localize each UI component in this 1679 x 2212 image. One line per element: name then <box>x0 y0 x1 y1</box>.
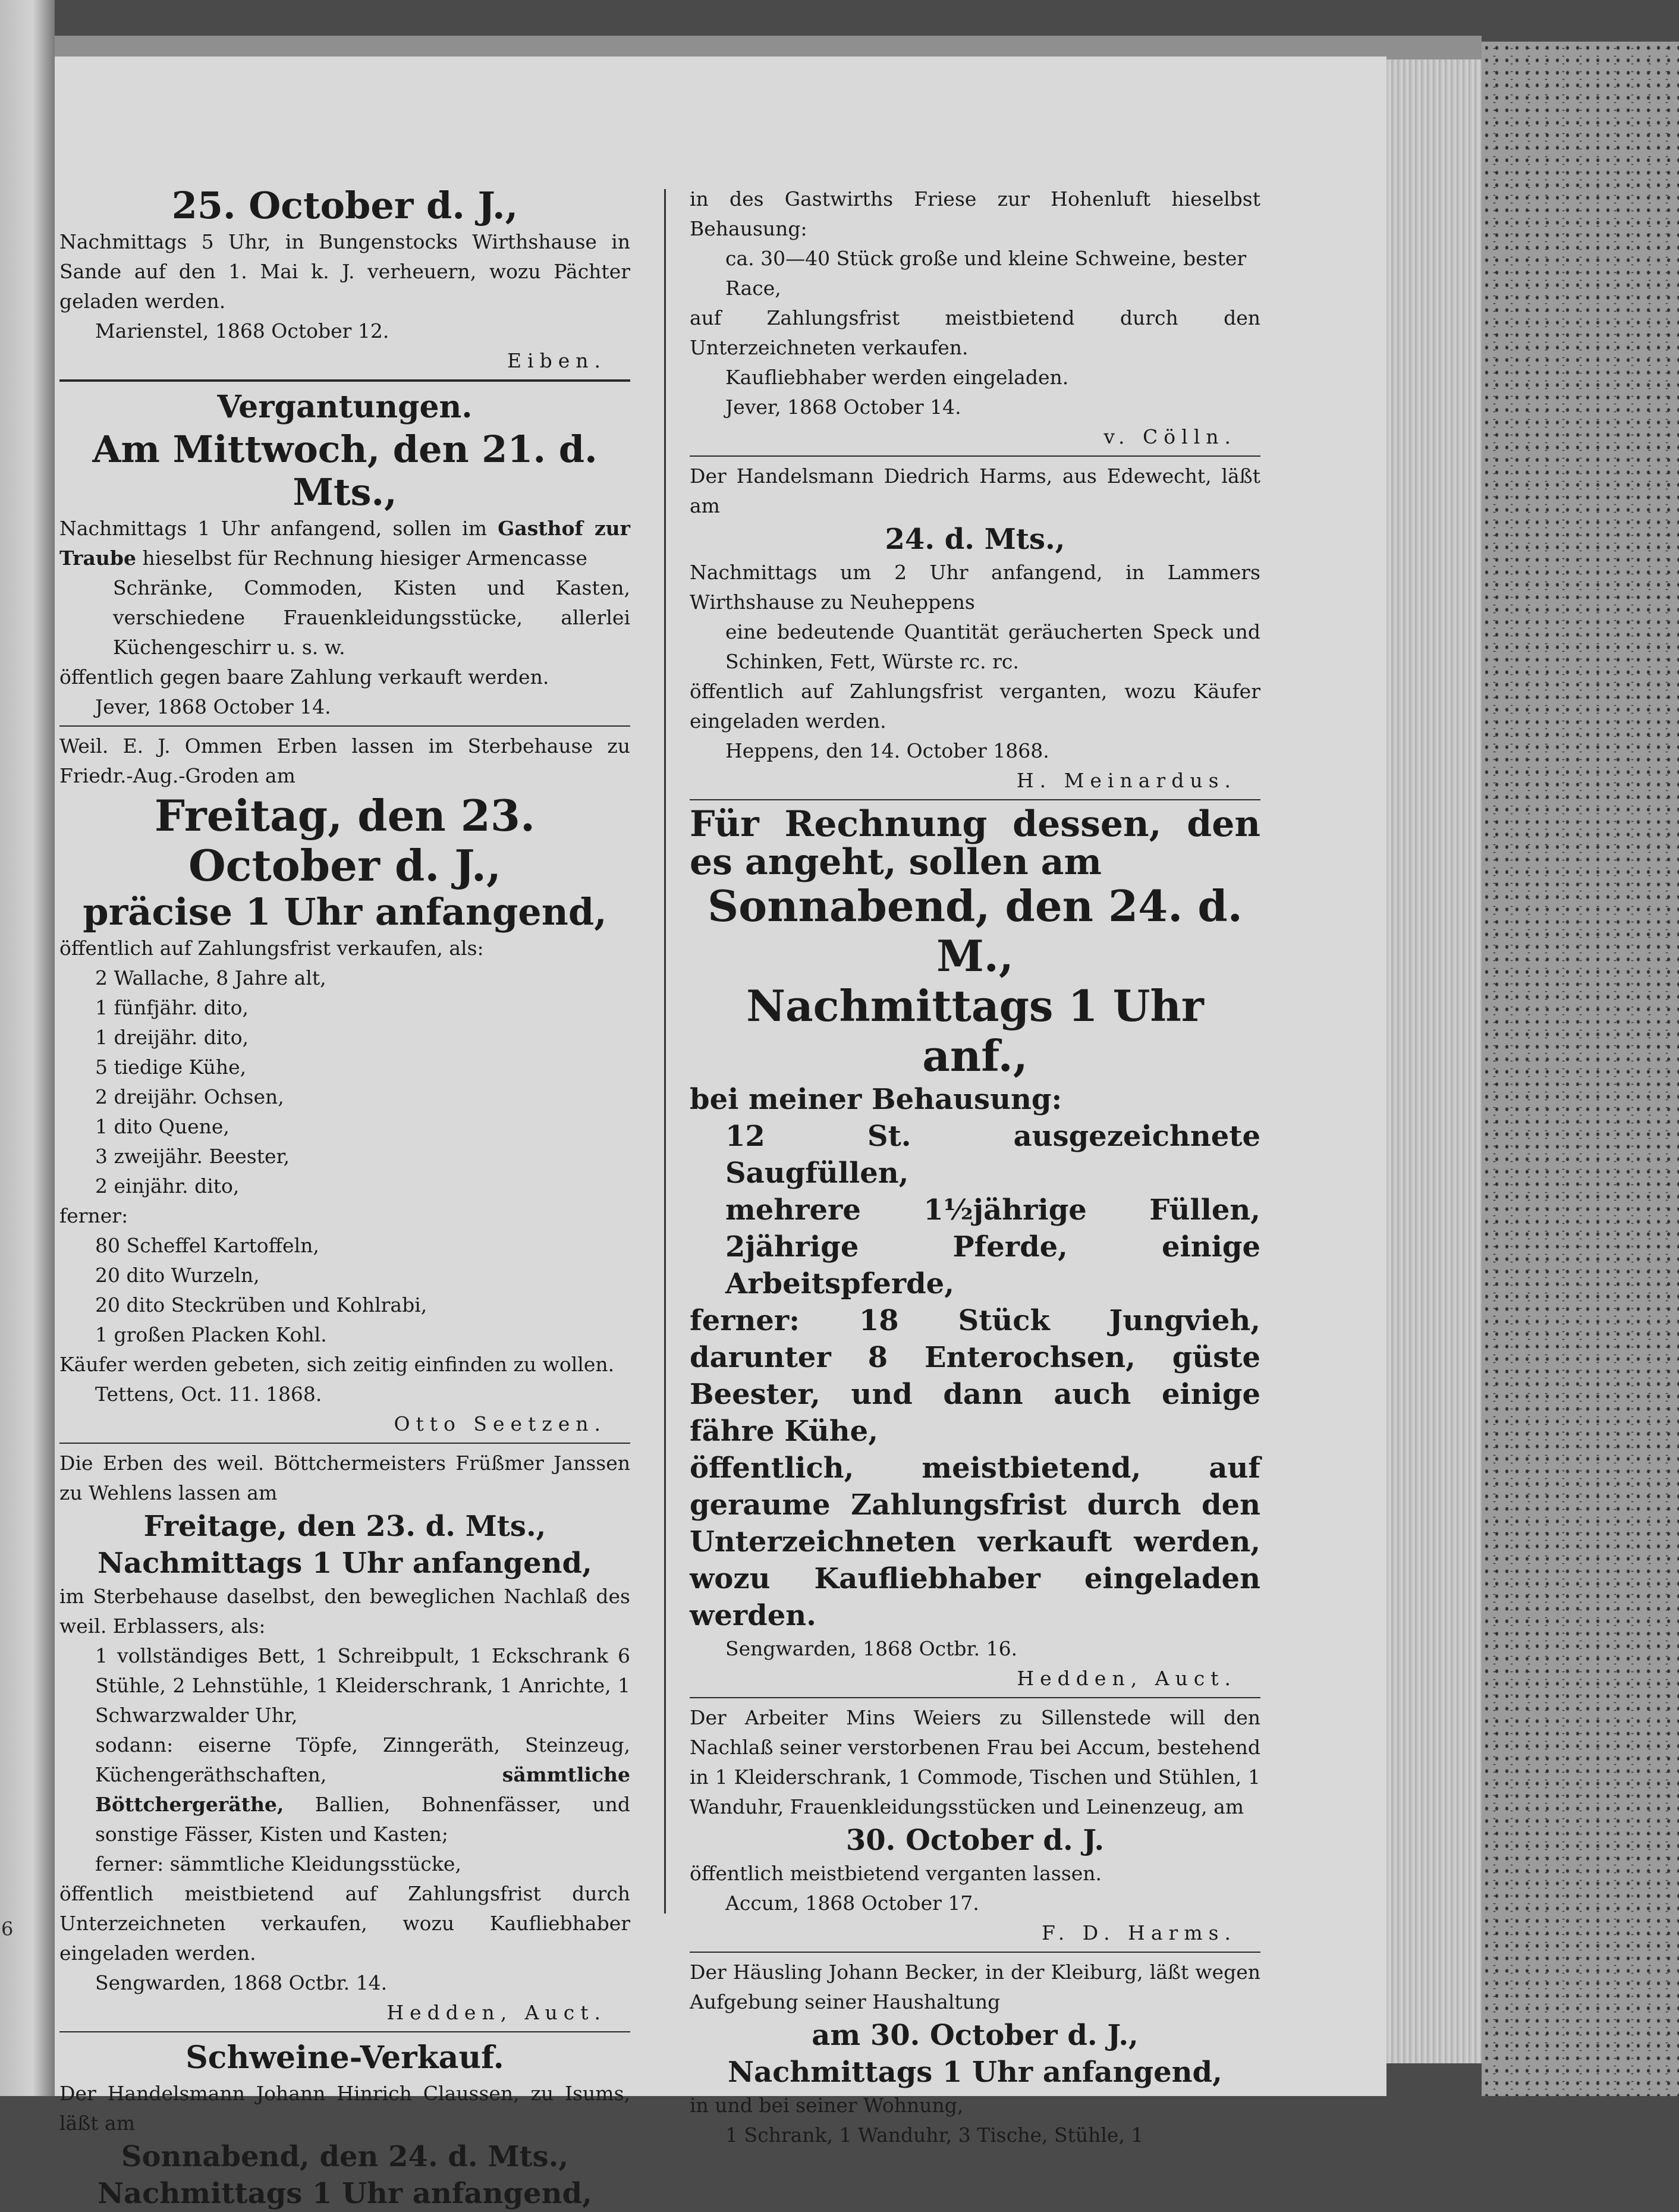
ad-items: Schränke, Commoden, Kisten und Kasten, verschiedene Frauenkleidungsstücke, allerlei Küchengeschirr u. s. w. <box>113 576 630 659</box>
ad-rule <box>690 1697 1260 1698</box>
ad-place: Tettens, Oct. 11. 1868. <box>95 1382 322 1406</box>
ad-item-2: mehrere 1½jährige Füllen, 2jährige Pferde, einige Arbeitspferde, <box>725 1193 1260 1300</box>
ad-ommen-erben <box>59 731 630 1439</box>
list-item: 2 einjähr. dito, <box>95 1174 240 1198</box>
section-rule <box>59 379 630 382</box>
ad-place: Sengwarden, 1868 Octbr. 16. <box>725 1637 1018 1660</box>
ad-signer: Otto Seetzen. <box>394 1412 606 1435</box>
ad-intro: in des Gastwirths Friese zur Hohenluft hieselbst Behausung: <box>690 187 1260 240</box>
list-item: 1 fünfjähr. dito, <box>95 996 249 1019</box>
ad-items-2 <box>59 1730 630 1849</box>
ad-intro: Der Handelsmann Johann Hinrich Claussen, zu Isums, läßt am <box>59 2082 630 2135</box>
ad-date: 25. October d. J., <box>171 184 518 227</box>
ad-heading: Schweine-Verkauf. <box>185 2040 504 2076</box>
page-top-shadow <box>55 36 1482 59</box>
ad-item-3: ferner: 18 Stück Jungvieh, darunter 8 Enterochsen, güste Beester, und dann auch einige fähre Kühe, <box>690 1304 1260 1448</box>
ad-place: Heppens, den 14. October 1868. <box>725 739 1049 762</box>
list-item: 2 dreijähr. Ochsen, <box>95 1085 284 1108</box>
list-item: 20 dito Steckrüben und Kohlrabi, <box>95 1293 427 1316</box>
ad-signer: Hedden, Auct. <box>1017 1667 1237 1690</box>
ad-ferner: ferner: sämmtliche Kleidungsstücke, <box>95 1852 461 1875</box>
ad-closing: öffentlich auf Zahlungsfrist verganten, wozu Käufer eingeladen werden. <box>690 680 1260 733</box>
ad-time: Nachmittags 1 Uhr anfangend, <box>728 2056 1222 2089</box>
ad-becker-kleiburg <box>690 1958 1260 2150</box>
ad-intro <box>59 514 630 573</box>
ad-place: Accum, 1868 October 17. <box>725 1891 979 1915</box>
ad-intro-a: Nachmittags 1 Uhr anfangend, sollen im <box>59 517 488 540</box>
page-stack-edge <box>1386 59 1482 2063</box>
list-item: 3 zweijähr. Beester, <box>95 1145 290 1168</box>
ad-item: ca. 30—40 Stück große und kleine Schweine, bester Race, <box>725 247 1247 300</box>
ad-janssen-erben <box>59 1449 630 2028</box>
ad-place: Jever, 1868 October 14. <box>725 395 961 419</box>
list-item: 1 dreijähr. dito, <box>95 1026 249 1049</box>
list-item: 1 großen Placken Kohl. <box>95 1323 327 1346</box>
ad-signer: F. D. Harms. <box>1042 1921 1237 1944</box>
ad-harms-edewecht <box>690 461 1260 796</box>
ad-date: 30. October d. J. <box>845 1824 1105 1857</box>
ad-signer: Eiben. <box>507 349 606 372</box>
left-column <box>59 184 630 2212</box>
ad-schweine-verkauf <box>59 2037 630 2212</box>
ad-sale: öffentlich auf Zahlungsfrist verkaufen, als: <box>59 937 484 960</box>
ad-place: Sengwarden, 1868 Octbr. 14. <box>95 1971 388 1994</box>
ad-intro-venue: Gasthof zur Traube <box>59 517 630 570</box>
ad-date: Am Mittwoch, den 21. d. Mts., <box>92 428 598 514</box>
ad-signer: H. Meinardus. <box>1016 769 1237 792</box>
ad-closing: öffentlich gegen baare Zahlung verkauft werden. <box>59 665 549 689</box>
ad-items-2b: sämmtliche Böttchergeräthe, <box>95 1763 630 1816</box>
ad-body: Nachmittags 5 Uhr, in Bungenstocks Wirthshause in Sande auf den 1. Mai k. J. verheuern, wozu Pächter geladen werden. <box>59 230 630 313</box>
ad-intro: Der Häusling Johann Becker, in der Kleiburg, läßt wegen Aufgebung seiner Haushaltung <box>690 1960 1260 2013</box>
right-column <box>690 184 1260 2150</box>
ad-date: Sonnabend, den 24. d. M., <box>708 881 1243 981</box>
ad-date: Freitag, den 23. October d. J., <box>154 790 536 891</box>
ad-rule <box>59 1443 630 1444</box>
ad-items-list <box>59 963 630 1201</box>
list-item: 20 dito Wurzeln, <box>95 1264 260 1287</box>
list-item: 1 dito Quene, <box>95 1115 229 1138</box>
facing-page-mark: 6 <box>1 1918 14 1940</box>
ad-intro: Die Erben des weil. Böttchermeisters Früßmer Janssen zu Wehlens lassen am <box>59 1451 630 1504</box>
column-divider <box>664 189 666 1913</box>
ad-items: eine bedeutende Quantität geräucherten Speck und Schinken, Fett, Würste rc. rc. <box>725 620 1260 673</box>
ad-rule <box>690 799 1260 800</box>
ad-items-2c: Ballien, Bohnenfässer, und sonstige Fässer, Kisten und Kasten; <box>95 1793 630 1846</box>
ad-items: 1 Schrank, 1 Wanduhr, 3 Tische, Stühle, 1 <box>725 2123 1144 2147</box>
ad-intro: Der Arbeiter Mins Weiers zu Sillenstede will den Nachlaß seiner verstorbenen Frau bei Accum, bestehend in 1 Kleiderschrank, 1 Commode, Tischen und Stühlen, 1 Wanduhr, Frauenkleidungsstücken und Leinenzeug, am <box>690 1706 1260 1818</box>
ad-date: Sonnabend, den 24. d. Mts., <box>121 2140 569 2173</box>
ad-time: präcise 1 Uhr anfangend, <box>83 890 607 934</box>
ad-intro: Der Handelsmann Diedrich Harms, aus Edewecht, läßt am <box>690 464 1260 517</box>
ad-place: Jever, 1868 October 14. <box>95 695 331 718</box>
ad-gasthof-traube <box>59 428 630 722</box>
ad-closing: öffentlich, meistbietend, auf geraume Zahlungsfrist durch den Unterzeichneten verkauft werden, wozu Kaufliebhaber eingeladen werden. <box>690 1451 1260 1632</box>
ad-time: Nachmittags 1 Uhr anfangend, <box>98 1547 592 1580</box>
section-heading: Vergantungen. <box>217 389 473 425</box>
ad-items-2a: sodann: eiserne Töpfe, Zinngeräth, Steinzeug, Küchengeräthschaften, <box>95 1733 630 1786</box>
ad-where: in und bei seiner Wohnung, <box>690 2094 964 2117</box>
ad-signer: v. Cölln. <box>1103 425 1237 448</box>
ad-intro: Weil. E. J. Ommen Erben lassen im Sterbehause zu Friedr.-Aug.-Groden am <box>59 734 630 787</box>
ad-time: Nachmittags 1 Uhr anfangend, <box>98 2177 592 2210</box>
ad-closing: öffentlich meistbietend verganten lassen. <box>690 1862 1102 1885</box>
list-item: 80 Scheffel Kartoffeln, <box>95 1234 319 1257</box>
ad-items-list-2 <box>59 1231 630 1350</box>
ad-closing: Käufer werden gebeten, sich zeitig einfinden zu wollen. <box>59 1353 615 1376</box>
ad-date: Freitage, den 23. d. Mts., <box>143 1510 546 1543</box>
ad-rule <box>690 455 1260 457</box>
ad-rule <box>59 2031 630 2032</box>
facing-page-edge <box>0 0 55 2096</box>
ad-signer: Hedden, Auct. <box>386 2001 606 2024</box>
ad-rule <box>690 1952 1260 1953</box>
ad-hohenluft <box>690 184 1260 452</box>
ad-lease-sande <box>59 184 630 376</box>
ad-items: 1 vollständiges Bett, 1 Schreibpult, 1 Eckschrank 6 Stühle, 2 Lehnstühle, 1 Kleiderschrank, 1 Anrichte, 1 Schwarzwalder Uhr, <box>95 1644 630 1727</box>
list-item: 5 tiedige Kühe, <box>95 1055 247 1079</box>
ad-rule <box>59 725 630 727</box>
ad-ferner: ferner: <box>59 1204 128 1227</box>
ad-line2: bei meiner Behausung: <box>690 1083 1062 1116</box>
ad-place: Marienstel, 1868 October 12. <box>95 319 389 343</box>
ad-time: Nachmittags 1 Uhr anf., <box>746 981 1204 1081</box>
ad-date: am 30. October d. J., <box>812 2019 1139 2052</box>
ad-sengwarden-horses <box>690 805 1260 1693</box>
ad-body: im Sterbehause daselbst, den beweglichen Nachlaß des weil. Erblassers, als: <box>59 1585 630 1638</box>
ad-date: 24. d. Mts., <box>885 523 1065 556</box>
ad-invite: Kaufliebhaber werden eingeladen. <box>725 366 1069 389</box>
ad-intro-c: hieselbst für Rechnung hiesiger Armencasse <box>142 546 587 570</box>
ad-weiers-sillenstede <box>690 1703 1260 1948</box>
book-edge-background <box>1482 42 1679 2096</box>
ad-line1: Für Rechnung dessen, den es angeht, sollen am <box>690 803 1260 883</box>
ad-time: Nachmittags um 2 Uhr anfangend, in Lammers Wirthshause zu Neuheppens <box>690 561 1260 614</box>
ad-item-1: 12 St. ausgezeichnete Saugfüllen, <box>725 1120 1260 1190</box>
list-item: 2 Wallache, 8 Jahre alt, <box>95 966 326 989</box>
ad-closing: auf Zahlungsfrist meistbietend durch den Unterzeichneten verkaufen. <box>690 306 1260 359</box>
ad-closing: öffentlich meistbietend auf Zahlungsfrist durch Unterzeichneten verkaufen, wozu Kaufliebhaber eingeladen werden. <box>59 1882 630 1965</box>
